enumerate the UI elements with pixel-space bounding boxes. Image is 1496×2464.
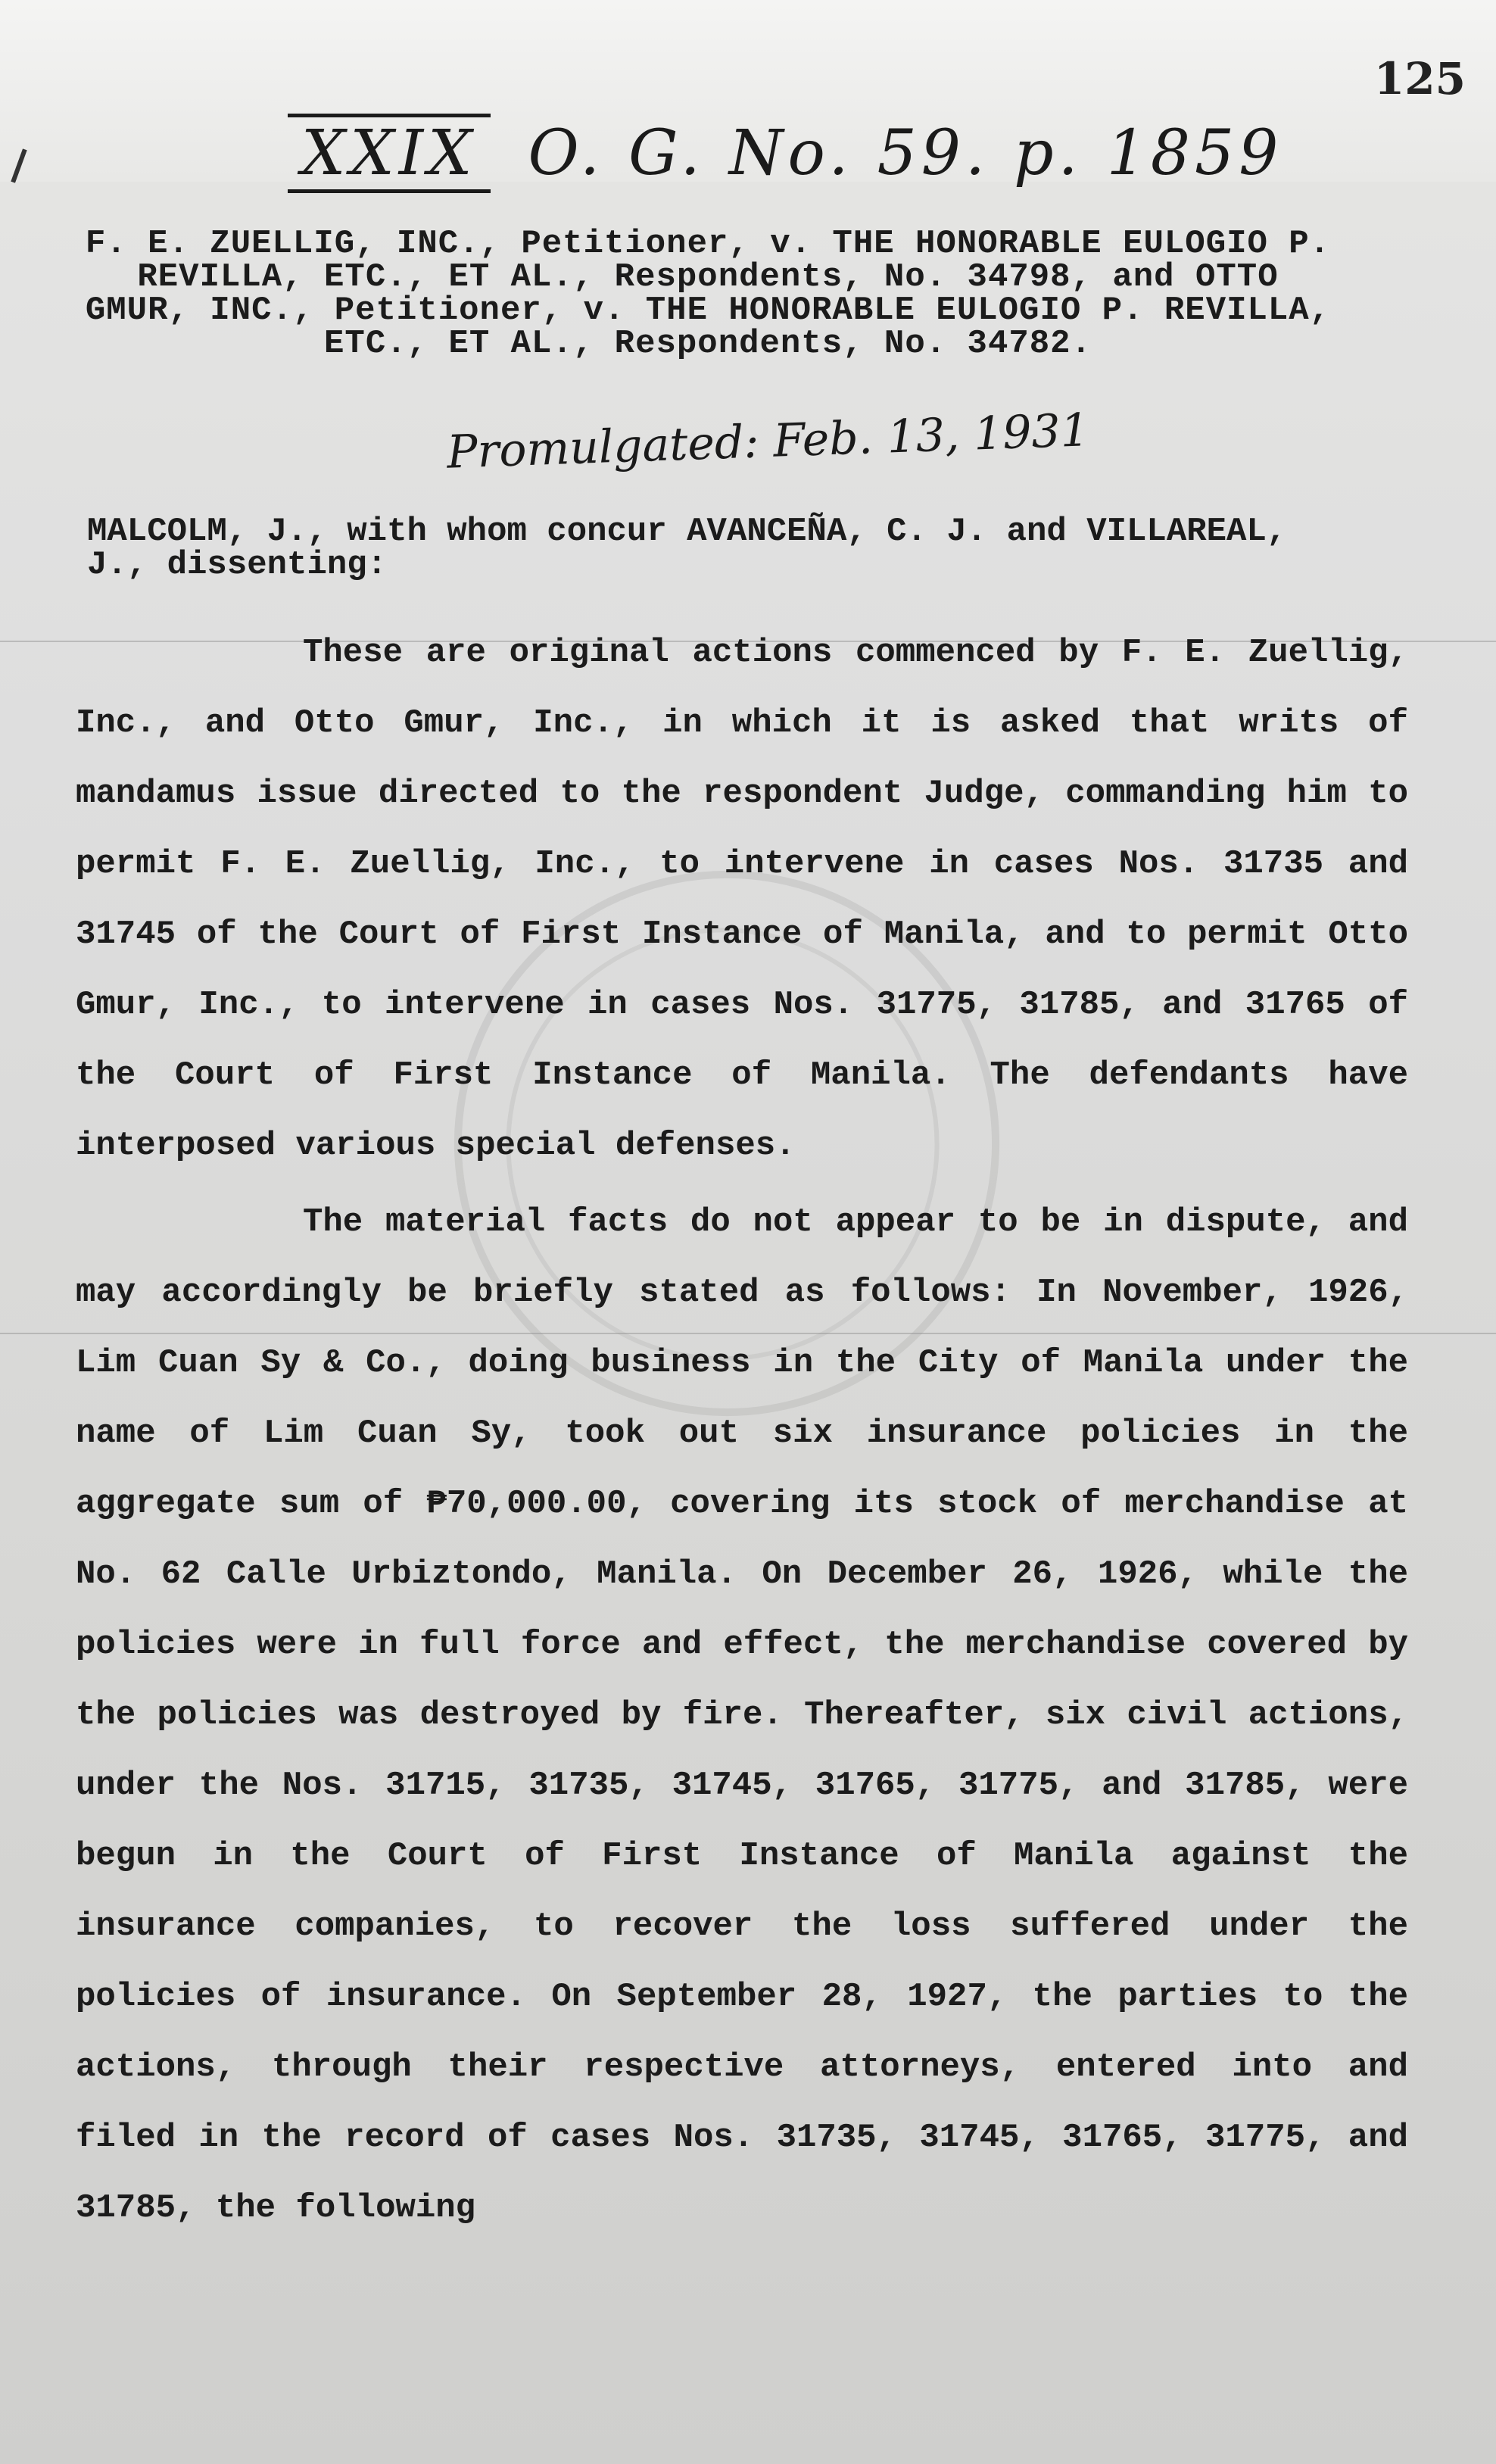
handwritten-volume: XXIX bbox=[288, 114, 491, 193]
promulgation-date: Promulgated: Feb. 13, 1931 bbox=[446, 404, 1090, 479]
opinion-body bbox=[76, 618, 1408, 2244]
opinion-author-line: MALCOLM, J., with whom concur AVANCEÑA, C. J. and VILLAREAL, J., dissenting: bbox=[87, 513, 1287, 584]
case-caption: F. E. ZUELLIG, INC., Petitioner, v. THE HONORABLE EULOGIO P. REVILLA, ETC., ET AL., Respondents, No. 34798, and OTTO GMUR, INC., Petitioner, v. THE HONORABLE EULOGIO P. REVILLA, ETC., ET AL., Respondents, No. 34782. bbox=[85, 225, 1331, 363]
handwritten-reference bbox=[288, 114, 1283, 193]
page-number: 125 bbox=[1373, 53, 1466, 104]
paragraph: The material facts do not appear to be in dispute, and may accordingly be briefly stated as follows: In November, 1926, Lim Cuan Sy & Co., doing business in the City of Manila under the name of Lim Cuan Sy, took out six insurance policies in the aggregate sum of ₱70,000.00, covering its stock of merchandise at No. 62 Calle Urbiztondo, Manila. On December 26, 1926, while the policies were in full force and effect, the merchandise covered by the policies was destroyed by fire. Thereafter, six civil actions, under the Nos. 31715, 31735, 31745, 31765, 31775, and 31785, were begun in the Court of First Instance of Manila against the insurance companies, to recover the loss suffered under the policies of insurance. On September 28, 1927, the parties to the actions, through their respective attorneys, entered into and filed in the record of cases Nos. 31735, 31745, 31765, 31775, and 31785, the following bbox=[76, 1203, 1408, 2227]
handwritten-citation: O. G. No. 59. p. 1859 bbox=[528, 117, 1283, 189]
paragraph: These are original actions commenced by F. E. Zuellig, Inc., and Otto Gmur, Inc., in which it is asked that writs of mandamus issue directed to the respondent Judge, commanding him to permit F. E. Zuellig, Inc., to intervene in cases Nos. 31735 and 31745 of the Court of First Instance of Manila, and to permit Otto Gmur, Inc., to intervene in cases Nos. 31775, 31785, and 31765 of the Court of First Instance of Manila. The defendants have interposed various special defenses. bbox=[76, 634, 1408, 1165]
